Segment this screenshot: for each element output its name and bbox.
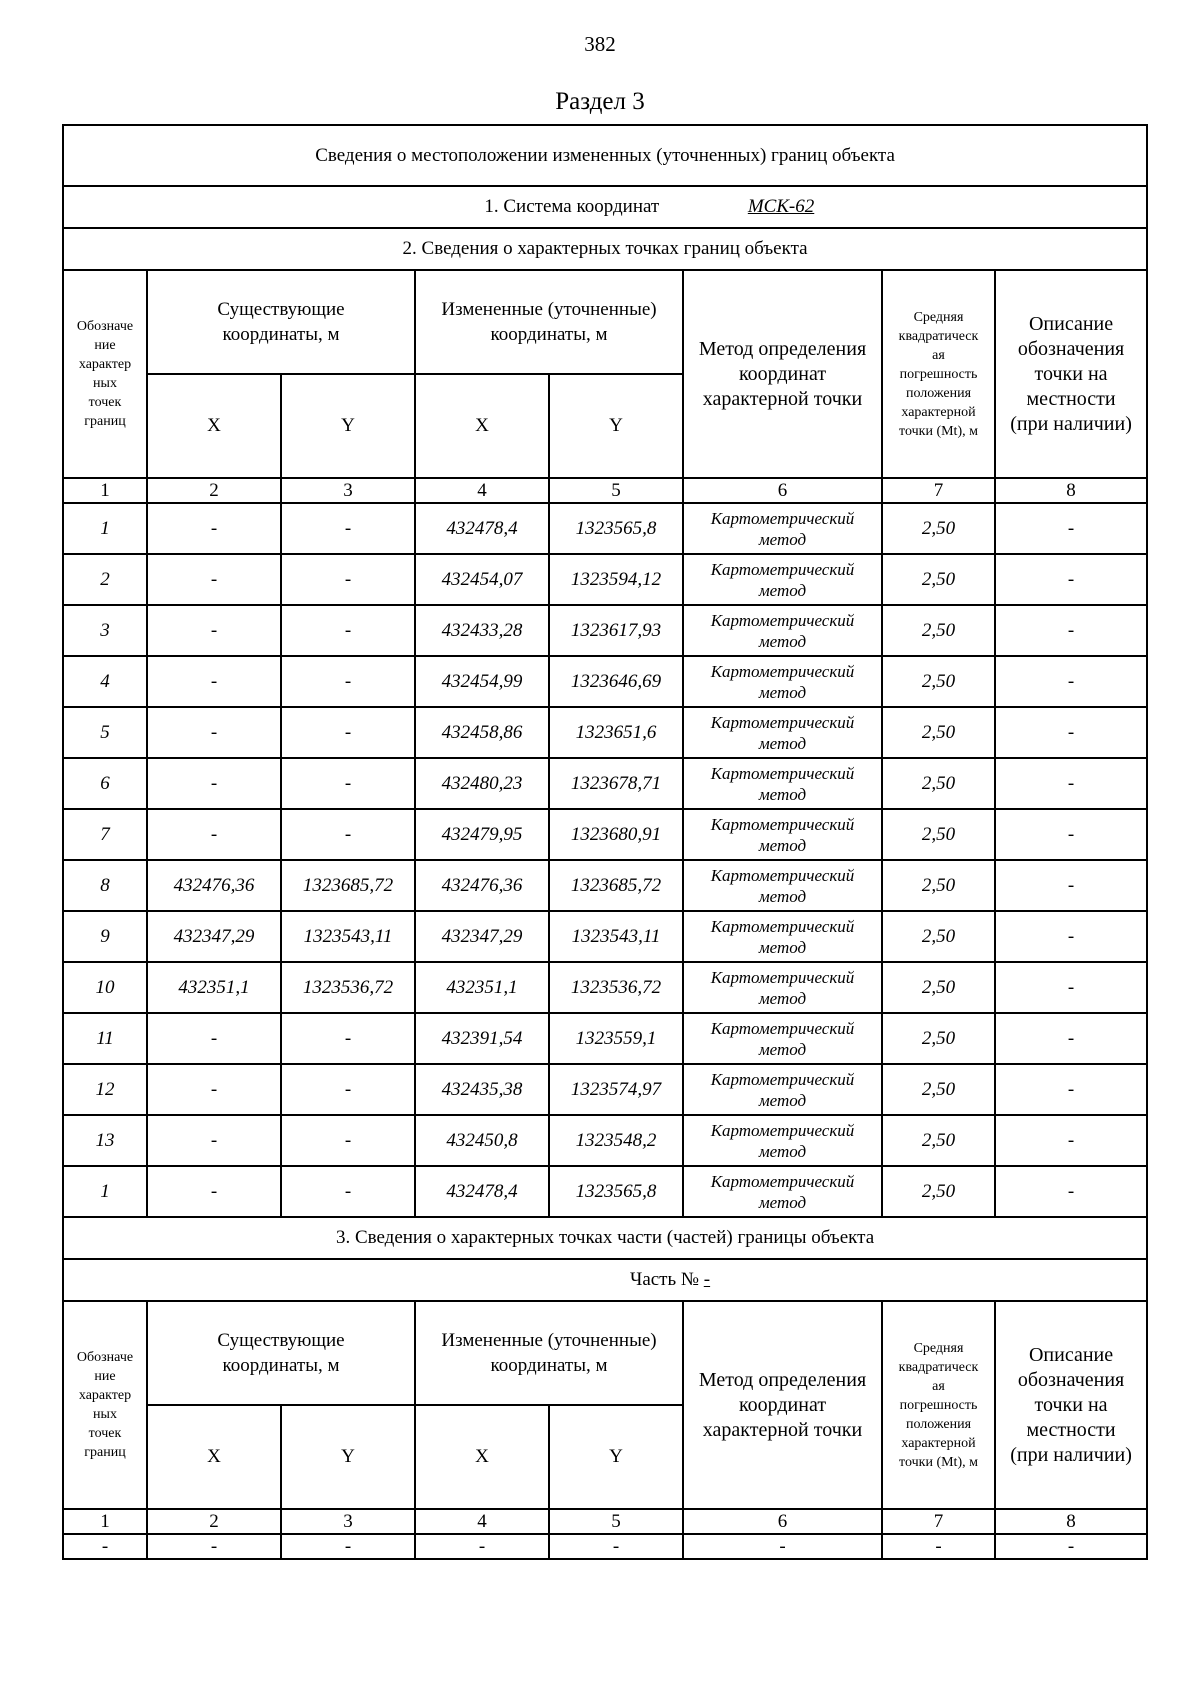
cell-mean-error: 2,50 [882, 860, 995, 911]
cell-mean-error: 2,50 [882, 911, 995, 962]
header-changed-y: Y [549, 1405, 683, 1509]
coord-system-value: МСК-62 [747, 196, 815, 217]
coord-system-row [63, 186, 1147, 228]
cell-existing-x: - [147, 605, 281, 656]
cell-description: - [995, 860, 1147, 911]
cell-description: - [995, 707, 1147, 758]
column-number: 2 [147, 1509, 281, 1534]
column-number: 5 [549, 478, 683, 503]
cell-description: - [995, 911, 1147, 962]
cell-mean-error: 2,50 [882, 1064, 995, 1115]
cell-existing-x: - [147, 1115, 281, 1166]
table-caption: Сведения о местоположении измененных (уточненных) границ объекта [63, 125, 1147, 186]
header-changed-x: X [415, 374, 549, 478]
table-row [63, 758, 1147, 809]
cell-existing-y: - [281, 758, 415, 809]
header-description: Описание обозначения точки на местности (при наличии) [995, 1301, 1147, 1509]
cell-changed-x: 432351,1 [415, 962, 549, 1013]
cell-changed-y: 1323680,91 [549, 809, 683, 860]
cell-description: - [995, 605, 1147, 656]
cell-mean-error: 2,50 [882, 1115, 995, 1166]
cell-changed-x: 432391,54 [415, 1013, 549, 1064]
header-method: Метод определения координат характерной точки [683, 270, 882, 478]
cell-description: - [995, 656, 1147, 707]
header-existing: Существующие координаты, м [147, 270, 415, 374]
cell-changed-y: 1323559,1 [549, 1013, 683, 1064]
cell-existing-y: 1323685,72 [281, 860, 415, 911]
cell-method: Картометрический метод [683, 503, 882, 554]
cell-point-id: 8 [63, 860, 147, 911]
cell-changed-y: 1323548,2 [549, 1115, 683, 1166]
cell-mean-error: 2,50 [882, 503, 995, 554]
cell-existing-x: - [147, 809, 281, 860]
cell-existing-y: - [281, 503, 415, 554]
cell-method: Картометрический метод [683, 860, 882, 911]
cell-existing-y: - [281, 605, 415, 656]
part-cell: - [882, 1534, 995, 1559]
column-number: 8 [995, 478, 1147, 503]
cell-point-id: 10 [63, 962, 147, 1013]
cell-method: Картометрический метод [683, 605, 882, 656]
header-existing-y: Y [281, 374, 415, 478]
table-row [63, 1064, 1147, 1115]
cell-changed-y: 1323536,72 [549, 962, 683, 1013]
table-row [63, 605, 1147, 656]
cell-changed-x: 432458,86 [415, 707, 549, 758]
cell-mean-error: 2,50 [882, 1013, 995, 1064]
cell-point-id: 7 [63, 809, 147, 860]
cell-existing-x: - [147, 1064, 281, 1115]
cell-changed-x: 432347,29 [415, 911, 549, 962]
cell-mean-error: 2,50 [882, 809, 995, 860]
part-row [63, 1259, 1147, 1301]
part-cell: - [549, 1534, 683, 1559]
cell-method: Картометрический метод [683, 707, 882, 758]
part-value: - [703, 1269, 711, 1290]
cell-changed-y: 1323617,93 [549, 605, 683, 656]
table-row [63, 656, 1147, 707]
cell-changed-x: 432478,4 [415, 503, 549, 554]
column-number: 8 [995, 1509, 1147, 1534]
cell-existing-x: - [147, 758, 281, 809]
cell-changed-x: 432454,07 [415, 554, 549, 605]
column-number: 6 [683, 478, 882, 503]
cell-method: Картометрический метод [683, 1166, 882, 1217]
column-number: 3 [281, 478, 415, 503]
cell-changed-x: 432476,36 [415, 860, 549, 911]
cell-existing-y: - [281, 1115, 415, 1166]
cell-point-id: 13 [63, 1115, 147, 1166]
cell-method: Картометрический метод [683, 911, 882, 962]
cell-changed-y: 1323594,12 [549, 554, 683, 605]
header-error: Средняя квадратическ ая погрешность положения характерной точки (Mt), м [882, 1301, 995, 1509]
cell-changed-x: 432454,99 [415, 656, 549, 707]
cell-changed-y: 1323685,72 [549, 860, 683, 911]
cell-changed-x: 432433,28 [415, 605, 549, 656]
parts-heading: 3. Сведения о характерных точках части (частей) границы объекта [63, 1217, 1147, 1259]
cell-method: Картометрический метод [683, 962, 882, 1013]
column-number: 2 [147, 478, 281, 503]
column-number: 4 [415, 478, 549, 503]
table-row [63, 962, 1147, 1013]
cell-description: - [995, 962, 1147, 1013]
cell-existing-y: - [281, 809, 415, 860]
cell-point-id: 1 [63, 503, 147, 554]
cell-changed-x: 432478,4 [415, 1166, 549, 1217]
column-number: 6 [683, 1509, 882, 1534]
boundaries-table [62, 124, 1148, 1560]
table-row [63, 503, 1147, 554]
cell-changed-y: 1323574,97 [549, 1064, 683, 1115]
cell-mean-error: 2,50 [882, 707, 995, 758]
cell-point-id: 12 [63, 1064, 147, 1115]
cell-method: Картометрический метод [683, 758, 882, 809]
header-changed-x: X [415, 1405, 549, 1509]
column-number: 7 [882, 1509, 995, 1534]
cell-existing-y: - [281, 1166, 415, 1217]
part-cell: - [995, 1534, 1147, 1559]
column-number: 7 [882, 478, 995, 503]
column-number: 1 [63, 1509, 147, 1534]
points-heading: 2. Сведения о характерных точках границ объекта [63, 228, 1147, 270]
cell-changed-x: 432435,38 [415, 1064, 549, 1115]
table-row [63, 1534, 1147, 1559]
column-number: 3 [281, 1509, 415, 1534]
cell-method: Картометрический метод [683, 809, 882, 860]
part-cell: - [147, 1534, 281, 1559]
header-existing-x: X [147, 1405, 281, 1509]
header-changed: Измененные (уточненные) координаты, м [415, 1301, 683, 1405]
header-existing: Существующие координаты, м [147, 1301, 415, 1405]
cell-mean-error: 2,50 [882, 962, 995, 1013]
cell-point-id: 1 [63, 1166, 147, 1217]
part-cell: - [281, 1534, 415, 1559]
cell-existing-y: - [281, 554, 415, 605]
header-designation: Обозначе ние характер ных точек границ [63, 270, 147, 478]
cell-existing-y: - [281, 656, 415, 707]
table-row [63, 809, 1147, 860]
cell-existing-x: 432476,36 [147, 860, 281, 911]
header-existing-y: Y [281, 1405, 415, 1509]
table-row [63, 1115, 1147, 1166]
header-error: Средняя квадратическ ая погрешность положения характерной точки (Mt), м [882, 270, 995, 478]
cell-existing-y: - [281, 1064, 415, 1115]
cell-existing-x: - [147, 554, 281, 605]
part-cell: - [415, 1534, 549, 1559]
cell-mean-error: 2,50 [882, 656, 995, 707]
cell-description: - [995, 1166, 1147, 1217]
cell-method: Картометрический метод [683, 1115, 882, 1166]
part-label: Часть № [629, 1269, 700, 1290]
cell-description: - [995, 1115, 1147, 1166]
section-title: Раздел 3 [555, 88, 645, 115]
cell-changed-y: 1323678,71 [549, 758, 683, 809]
part-cell: - [63, 1534, 147, 1559]
cell-changed-x: 432480,23 [415, 758, 549, 809]
cell-mean-error: 2,50 [882, 554, 995, 605]
cell-method: Картометрический метод [683, 554, 882, 605]
cell-changed-y: 1323565,8 [549, 503, 683, 554]
header-description: Описание обозначения точки на местности (при наличии) [995, 270, 1147, 478]
table-row [63, 911, 1147, 962]
cell-changed-x: 432450,8 [415, 1115, 549, 1166]
cell-changed-y: 1323543,11 [549, 911, 683, 962]
cell-description: - [995, 554, 1147, 605]
cell-description: - [995, 503, 1147, 554]
cell-changed-y: 1323646,69 [549, 656, 683, 707]
page-number: 382 [584, 32, 616, 56]
header-changed: Измененные (уточненные) координаты, м [415, 270, 683, 374]
cell-point-id: 4 [63, 656, 147, 707]
cell-point-id: 2 [63, 554, 147, 605]
table-row [63, 707, 1147, 758]
cell-existing-y: - [281, 707, 415, 758]
cell-description: - [995, 1064, 1147, 1115]
cell-existing-y: - [281, 1013, 415, 1064]
cell-existing-y: 1323536,72 [281, 962, 415, 1013]
table-row [63, 1013, 1147, 1064]
cell-point-id: 5 [63, 707, 147, 758]
cell-mean-error: 2,50 [882, 605, 995, 656]
cell-method: Картометрический метод [683, 656, 882, 707]
cell-existing-x: - [147, 707, 281, 758]
header-method: Метод определения координат характерной точки [683, 1301, 882, 1509]
cell-existing-x: 432351,1 [147, 962, 281, 1013]
cell-point-id: 9 [63, 911, 147, 962]
cell-changed-x: 432479,95 [415, 809, 549, 860]
cell-existing-x: - [147, 503, 281, 554]
cell-description: - [995, 1013, 1147, 1064]
cell-changed-y: 1323651,6 [549, 707, 683, 758]
cell-existing-x: 432347,29 [147, 911, 281, 962]
cell-existing-x: - [147, 1166, 281, 1217]
cell-existing-x: - [147, 656, 281, 707]
table-row [63, 860, 1147, 911]
cell-point-id: 11 [63, 1013, 147, 1064]
coord-system-label: 1. Система координат [484, 196, 660, 217]
column-number: 1 [63, 478, 147, 503]
column-number: 5 [549, 1509, 683, 1534]
table-row [63, 554, 1147, 605]
header-designation: Обозначе ние характер ных точек границ [63, 1301, 147, 1509]
header-changed-y: Y [549, 374, 683, 478]
cell-description: - [995, 809, 1147, 860]
cell-existing-x: - [147, 1013, 281, 1064]
cell-description: - [995, 758, 1147, 809]
table-row [63, 1166, 1147, 1217]
cell-method: Картометрический метод [683, 1013, 882, 1064]
cell-point-id: 6 [63, 758, 147, 809]
column-number: 4 [415, 1509, 549, 1534]
cell-changed-y: 1323565,8 [549, 1166, 683, 1217]
part-cell: - [683, 1534, 882, 1559]
cell-existing-y: 1323543,11 [281, 911, 415, 962]
cell-method: Картометрический метод [683, 1064, 882, 1115]
cell-mean-error: 2,50 [882, 1166, 995, 1217]
cell-mean-error: 2,50 [882, 758, 995, 809]
header-existing-x: X [147, 374, 281, 478]
cell-point-id: 3 [63, 605, 147, 656]
